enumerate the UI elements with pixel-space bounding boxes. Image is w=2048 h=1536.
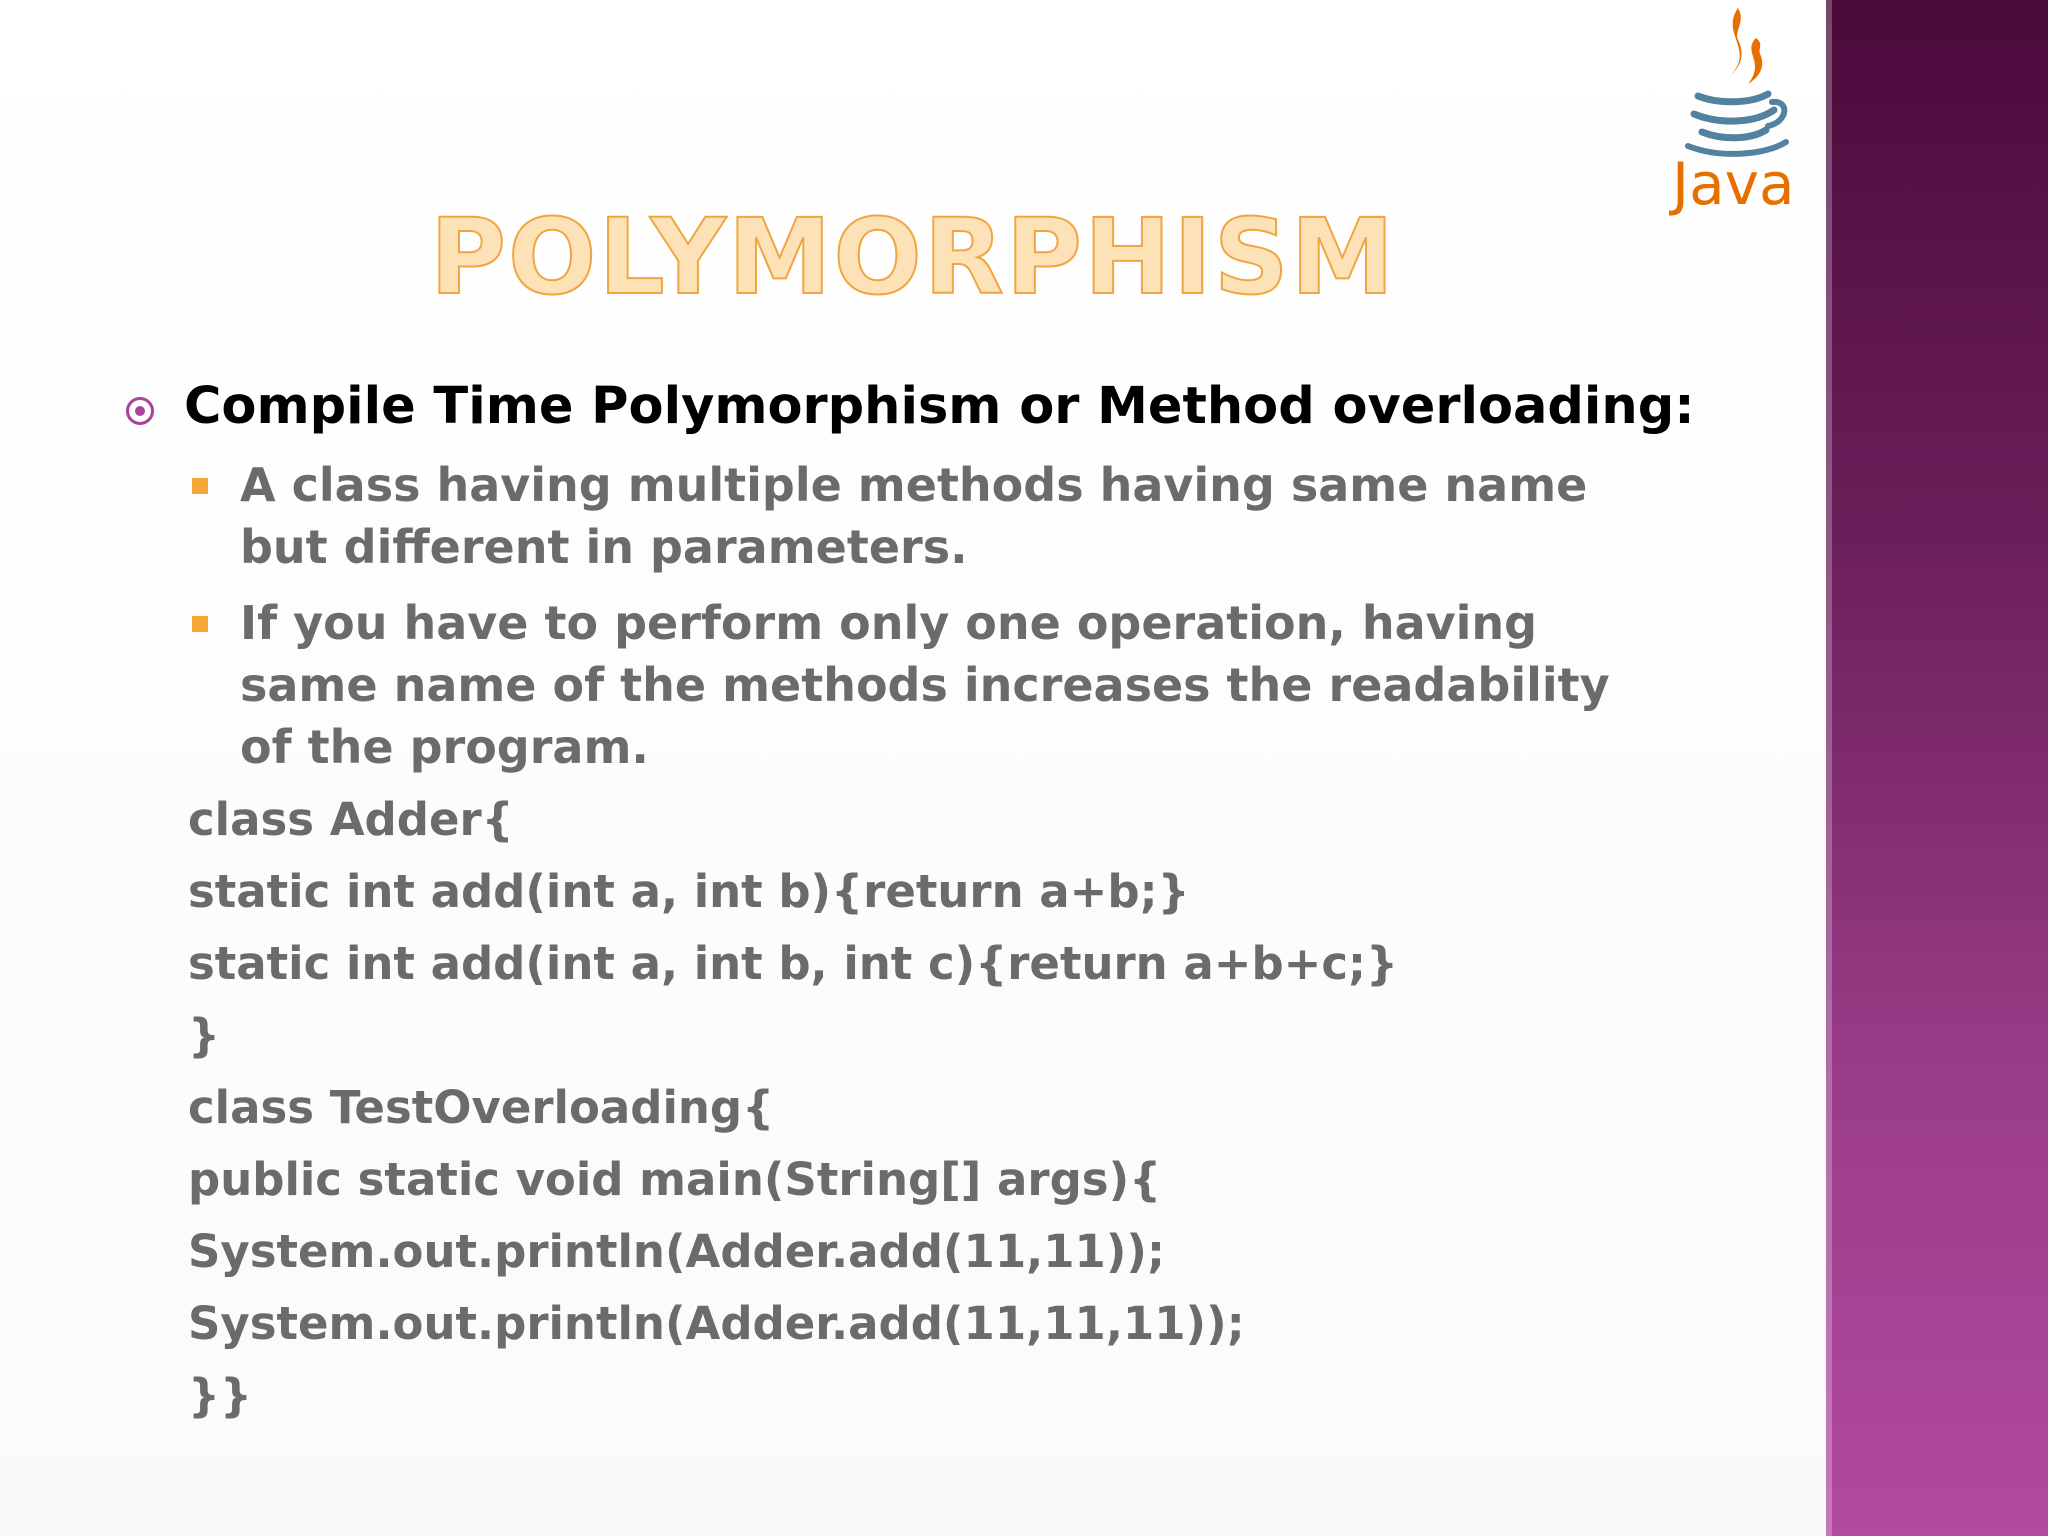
code-line: static int add(int a, int b, int c){return a+b+c;} (188, 937, 1399, 990)
code-line: System.out.println(Adder.add(11,11)); (188, 1225, 1165, 1278)
circle-dot-bullet-icon (126, 397, 154, 425)
java-logo-text: Java (1672, 150, 1795, 218)
code-line: }} (188, 1369, 253, 1422)
code-line: static int add(int a, int b){return a+b;} (188, 865, 1190, 918)
sub-bullet-1: A class having multiple methods having same name but different in parameters. (240, 458, 1588, 574)
code-line: } (188, 1009, 221, 1062)
sub-bullet-2: If you have to perform only one operation, having same name of the methods increases the readability of the program. (240, 596, 1610, 774)
code-line: public static void main(String[] args){ (188, 1153, 1162, 1206)
code-line: class Adder{ (188, 793, 514, 846)
code-line: class TestOverloading{ (188, 1081, 775, 1134)
slide-title: POLYMORPHISM (429, 196, 1397, 318)
square-bullet-icon (192, 616, 208, 632)
decorative-sidebar (1826, 0, 2048, 1536)
square-bullet-icon (192, 478, 208, 494)
code-line: System.out.println(Adder.add(11,11,11)); (188, 1297, 1245, 1350)
main-bullet-heading: Compile Time Polymorphism or Method overloading: (184, 377, 1695, 436)
